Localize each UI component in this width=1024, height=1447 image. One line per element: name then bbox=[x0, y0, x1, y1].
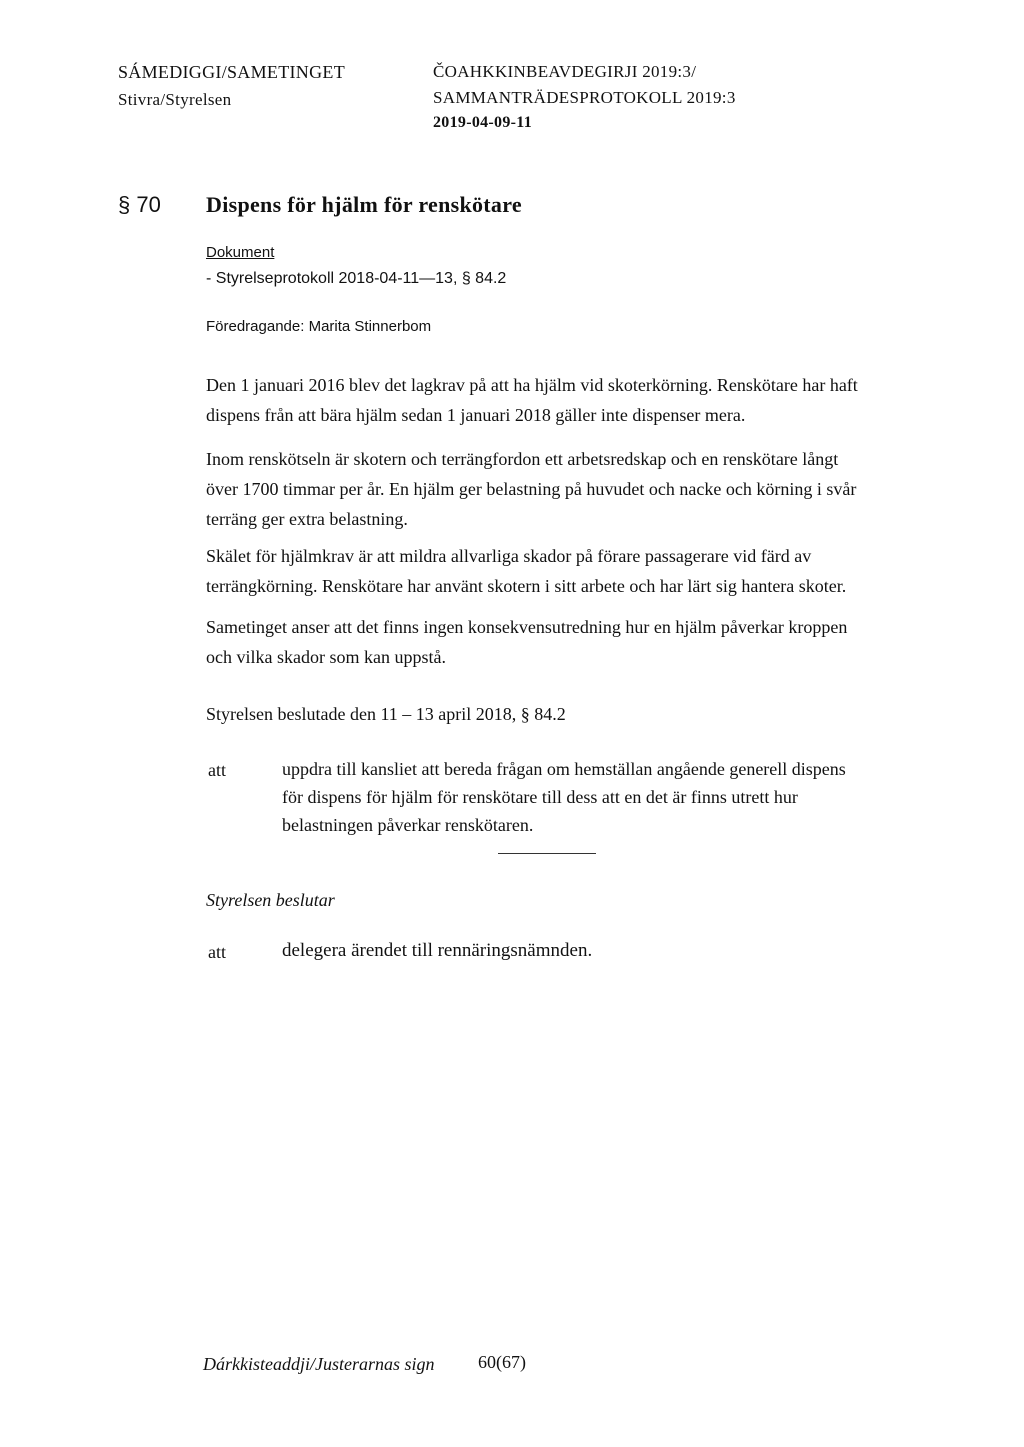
decision-att: att bbox=[208, 942, 226, 962]
section-number: § 70 bbox=[118, 192, 161, 217]
paragraph-line: över 1700 timmar per år. En hjälm ger belastning på huvudet och nacke och körning i svår bbox=[206, 479, 857, 499]
section-title: Dispens för hjälm för renskötare bbox=[206, 192, 522, 217]
paragraph-line: terrängkörning. Renskötare har använt skotern i sitt arbete och har lärt sig hantera skoter. bbox=[206, 576, 847, 596]
paragraph-line: Den 1 januari 2016 blev det lagkrav på att ha hjälm vid skoterkörning. Renskötare har haft bbox=[206, 375, 858, 395]
board-name: Stivra/Styrelsen bbox=[118, 90, 232, 109]
organization-name: SÁMEDIGGI/SAMETINGET bbox=[118, 62, 345, 82]
presenter: Föredragande: Marita Stinnerbom bbox=[206, 318, 432, 335]
paragraph-4 bbox=[206, 612, 966, 672]
decision-text: delegera ärendet till rennäringsnämnden. bbox=[282, 940, 593, 961]
decision-heading: Styrelsen beslutar bbox=[206, 890, 335, 910]
documents-label: Dokument bbox=[206, 244, 275, 261]
paragraph-line: Skälet för hjälmkrav är att mildra allvarliga skador på förare passagerare vid färd av bbox=[206, 546, 812, 566]
decision-line: för dispens för hjälm för renskötare till dess att en det är finns utrett hur bbox=[282, 787, 798, 807]
protocol-header bbox=[433, 62, 736, 140]
meeting-date: 2019-04-09-11 bbox=[433, 114, 533, 131]
paragraph-2 bbox=[206, 444, 966, 534]
earlier-decision-att: att bbox=[208, 760, 226, 780]
page-number: 60(67) bbox=[478, 1352, 526, 1372]
earlier-decision-text bbox=[282, 755, 982, 839]
paragraph-line: terräng ger extra belastning. bbox=[206, 509, 408, 529]
paragraph-line: Inom renskötseln är skotern och terrängfordon ett arbetsredskap och en renskötare långt bbox=[206, 449, 839, 469]
decision-line: belastningen påverkar renskötaren. bbox=[282, 815, 534, 835]
decision-line: uppdra till kansliet att bereda frågan om hemställan angående generell dispens bbox=[282, 759, 846, 779]
protocol-title-swedish: SAMMANTRÄDESPROTOKOLL 2019:3 bbox=[433, 88, 736, 107]
paragraph-1 bbox=[206, 370, 966, 430]
paragraph-line: och vilka skador som kan uppstå. bbox=[206, 647, 446, 667]
organization-header bbox=[118, 62, 345, 110]
paragraph-line: Sametinget anser att det finns ingen konsekvensutredning hur en hjälm påverkar kroppen bbox=[206, 617, 848, 637]
document-reference: - Styrelseprotokoll 2018-04-11—13, § 84.2 bbox=[206, 270, 507, 287]
protocol-title-sami: ČOAHKKINBEAVDEGIRJI 2019:3/ bbox=[433, 62, 697, 81]
paragraph-3 bbox=[206, 541, 966, 601]
divider bbox=[498, 853, 596, 854]
paragraph-line: dispens från att bära hjälm sedan 1 januari 2018 gäller inte dispenser mera. bbox=[206, 405, 746, 425]
earlier-decision-heading: Styrelsen beslutade den 11 – 13 april 2018, § 84.2 bbox=[206, 704, 566, 724]
adjuster-signature-label: Dárkkisteaddji/Justerarnas sign bbox=[203, 1354, 435, 1374]
